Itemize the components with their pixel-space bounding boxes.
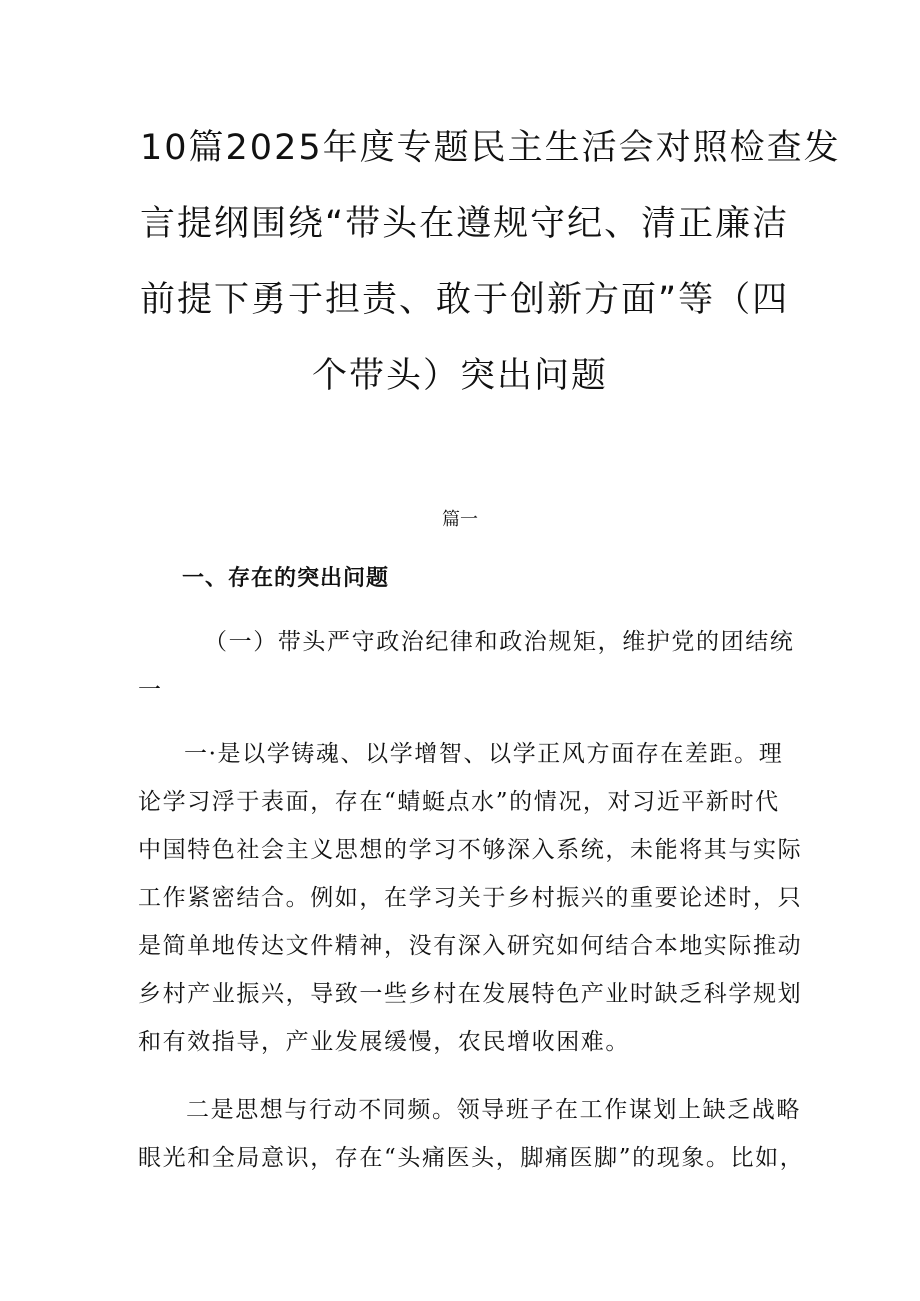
paragraph-line: 一·是以学铸魂、以学增智、以学正风方面存在差距。理 (184, 741, 784, 767)
paragraph-1 (138, 730, 803, 1066)
paragraph-line: 二是思想与行动不同频。领导班子在工作谋划上缺乏战略 (186, 1097, 801, 1123)
paragraph-line: 是简单地传达文件精神，没有深入研究如何结合本地实际推动 (138, 933, 803, 959)
title-line: 个带头）突出问题 (311, 356, 608, 396)
section-label: 篇一 (442, 509, 478, 530)
paragraph-line: 中国特色社会主义思想的学习不够深入系统，未能将其与实际 (138, 837, 803, 863)
subheading-line: （一）带头严守政治纪律和政治规矩，维护党的团结统 (204, 629, 795, 655)
title-line: 言提纲围绕“带头在遵规守纪、清正廉洁 (140, 204, 790, 244)
subheading-line: 一 (138, 677, 163, 703)
paragraph-line: 乡村产业振兴，导致一些乡村在发展特色产业时缺乏科学规划 (138, 981, 803, 1007)
paragraph-line: 工作紧密结合。例如，在学习关于乡村振兴的重要论述时，只 (138, 885, 803, 911)
section-heading: 一、存在的突出问题 (182, 566, 390, 591)
paragraph-2 (138, 1086, 805, 1182)
paragraph-line: 眼光和全局意识，存在“头痛医头，脚痛医脚”的现象。比如， (138, 1145, 805, 1171)
title-line: 前提下勇于担责、敢于创新方面”等（四 (140, 280, 790, 320)
document-title (140, 118, 841, 422)
title-line: 10篇2025年度专题民主生活会对照检查发 (140, 128, 841, 168)
paragraph-line: 论学习浮于表面，存在“蜻蜓点水”的情况，对习近平新时代 (138, 789, 780, 815)
subheading (138, 618, 798, 714)
paragraph-line: 和有效指导，产业发展缓慢，农民增收困难。 (138, 1029, 630, 1055)
